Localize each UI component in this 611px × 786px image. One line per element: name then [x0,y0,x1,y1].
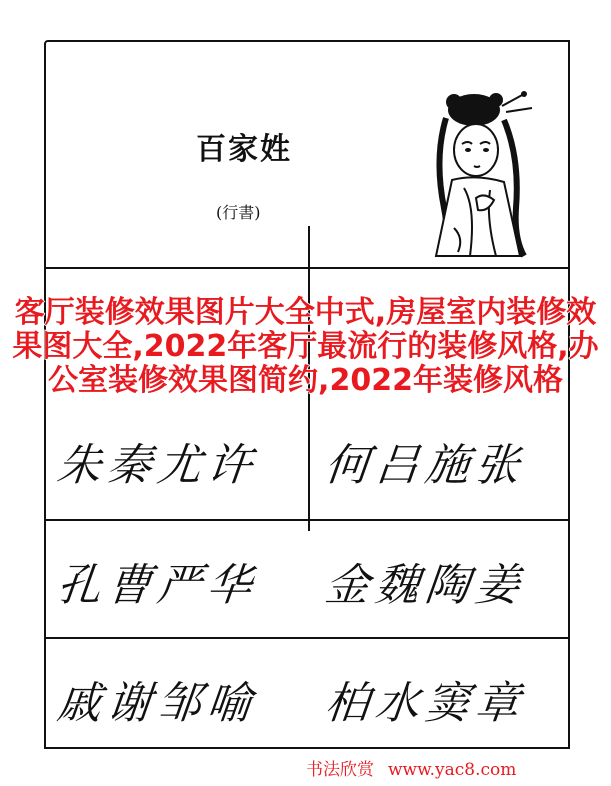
surname-cell: 戚谢邹喻 [54,678,260,729]
page-subtitle: (行書) [216,203,261,222]
header-box [46,42,568,269]
surname-row-2 [46,521,568,639]
footer-credit [306,755,516,780]
footer-label: 书法欣赏 [306,760,374,780]
footer-url[interactable]: www.yac8.com [388,760,517,780]
page-title: 百家姓 [196,132,292,167]
surname-row-3 [46,639,568,729]
surname-row-1 [46,401,568,521]
surname-cell: 金魏陶姜 [322,560,528,611]
surname-cell: 何吕施张 [322,440,528,491]
lady-portrait-icon [424,88,539,258]
surname-cell: 柏水窦章 [322,678,528,729]
surname-cell: 朱秦尤许 [54,440,260,491]
surname-cell: 孔曹严华 [54,560,260,611]
overlay-caption: 客厅装修效果图片大全中式,房屋室内装修效果图大全,2022年客厅最流行的装修风格,办公室装修效果图简约,2022年装修风格 [12,295,599,398]
